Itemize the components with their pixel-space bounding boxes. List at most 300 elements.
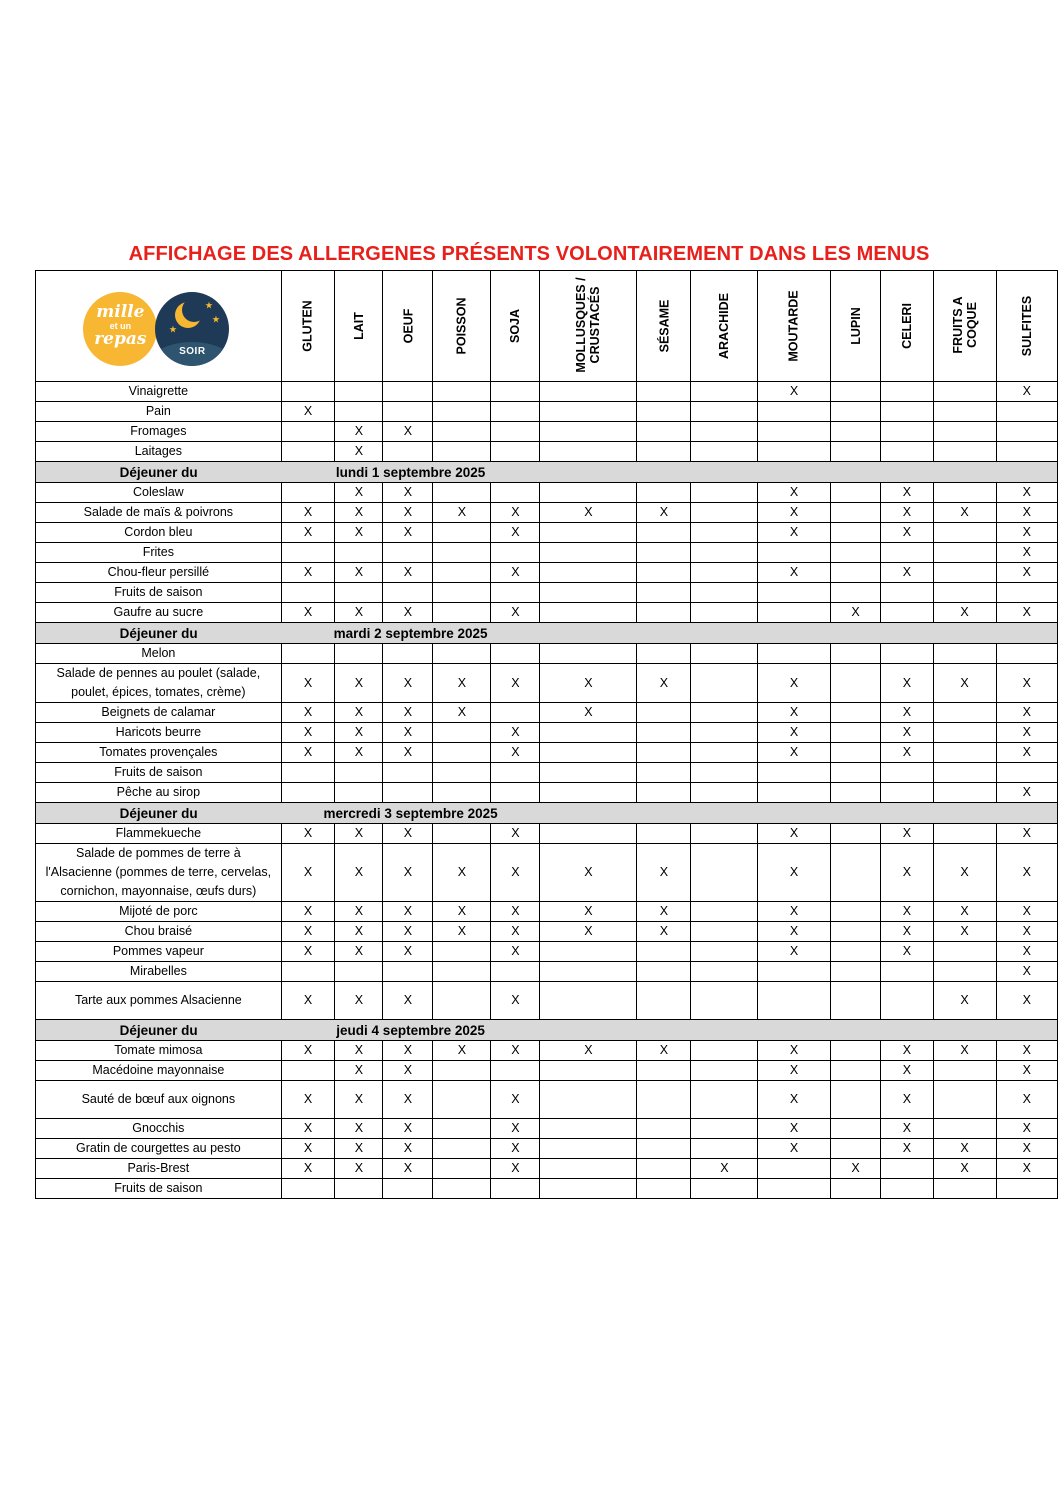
allergen-mark: X <box>281 982 335 1020</box>
allergen-mark: X <box>996 503 1057 523</box>
allergen-mark: X <box>758 1081 830 1119</box>
allergen-mark <box>933 422 996 442</box>
allergen-mark: X <box>335 902 383 922</box>
allergen-mark: X <box>335 603 383 623</box>
allergen-mark: X <box>933 844 996 902</box>
allergen-mark <box>830 483 881 503</box>
mille-et-un-repas-logo <box>83 292 157 366</box>
logo-cell <box>36 271 282 382</box>
allergen-mark <box>491 1061 540 1081</box>
allergen-header <box>335 271 383 382</box>
allergen-mark <box>433 382 491 402</box>
allergen-mark: X <box>996 543 1057 563</box>
allergen-mark <box>637 763 691 783</box>
allergen-mark: X <box>491 503 540 523</box>
allergen-label: FRUITS A COQUE <box>950 295 979 354</box>
allergen-mark <box>540 523 637 543</box>
section-date: mardi 2 septembre 2025 <box>281 623 540 644</box>
allergen-mark: X <box>830 1159 881 1179</box>
allergen-mark: X <box>881 563 933 583</box>
allergen-mark <box>637 703 691 723</box>
allergen-mark: X <box>335 1081 383 1119</box>
logo-line3: repas <box>94 329 147 349</box>
allergen-mark <box>335 644 383 664</box>
allergen-mark <box>433 523 491 543</box>
allergen-mark <box>933 442 996 462</box>
allergen-mark <box>691 1061 758 1081</box>
dish-name: Tomates provençales <box>36 743 282 763</box>
allergen-mark: X <box>996 824 1057 844</box>
allergen-mark: X <box>758 1061 830 1081</box>
section-filler <box>540 623 1058 644</box>
allergen-header <box>933 271 996 382</box>
allergen-mark: X <box>335 703 383 723</box>
allergen-mark <box>758 583 830 603</box>
allergen-mark <box>830 563 881 583</box>
allergen-mark <box>491 763 540 783</box>
allergen-mark <box>758 644 830 664</box>
allergen-mark <box>281 543 335 563</box>
allergen-mark <box>758 982 830 1020</box>
allergen-mark: X <box>996 922 1057 942</box>
dish-row <box>36 902 1058 922</box>
section-label: Déjeuner du <box>36 803 282 824</box>
allergen-mark <box>881 442 933 462</box>
allergen-mark <box>830 1061 881 1081</box>
dish-row <box>36 503 1058 523</box>
dish-row <box>36 982 1058 1020</box>
allergen-mark: X <box>335 743 383 763</box>
allergen-mark: X <box>996 723 1057 743</box>
dish-row <box>36 603 1058 623</box>
allergen-mark <box>540 1119 637 1139</box>
allergen-mark <box>637 1179 691 1199</box>
allergen-mark: X <box>383 743 433 763</box>
allergen-mark <box>433 962 491 982</box>
allergen-mark <box>830 1139 881 1159</box>
allergen-mark: X <box>335 442 383 462</box>
allergen-mark <box>830 723 881 743</box>
allergen-mark: X <box>335 1139 383 1159</box>
allergen-mark <box>383 962 433 982</box>
allergen-mark: X <box>996 1119 1057 1139</box>
allergen-mark <box>830 644 881 664</box>
allergen-header <box>491 271 540 382</box>
allergen-mark: X <box>433 1041 491 1061</box>
dish-row <box>36 743 1058 763</box>
allergen-mark <box>540 382 637 402</box>
allergen-mark: X <box>383 1159 433 1179</box>
dish-row <box>36 422 1058 442</box>
allergen-mark: X <box>996 743 1057 763</box>
allergen-mark <box>335 583 383 603</box>
allergen-mark: X <box>996 1041 1057 1061</box>
allergen-mark: X <box>433 664 491 703</box>
allergen-mark <box>491 962 540 982</box>
allergen-mark: X <box>881 1041 933 1061</box>
allergen-mark <box>383 644 433 664</box>
allergen-mark: X <box>335 922 383 942</box>
allergen-mark: X <box>540 922 637 942</box>
allergen-mark: X <box>281 942 335 962</box>
allergen-mark: X <box>881 1139 933 1159</box>
allergen-mark: X <box>335 563 383 583</box>
allergen-mark: X <box>383 824 433 844</box>
allergen-mark <box>881 402 933 422</box>
allergen-mark: X <box>335 723 383 743</box>
allergen-mark <box>691 543 758 563</box>
allergen-mark: X <box>335 523 383 543</box>
allergen-mark <box>881 644 933 664</box>
dish-name: Pêche au sirop <box>36 783 282 803</box>
section-filler <box>540 1020 1058 1041</box>
allergen-mark: X <box>691 1159 758 1179</box>
allergen-mark <box>933 563 996 583</box>
allergen-mark <box>637 382 691 402</box>
allergen-mark <box>433 982 491 1020</box>
allergen-mark: X <box>933 1041 996 1061</box>
allergen-mark <box>830 902 881 922</box>
allergen-mark <box>933 382 996 402</box>
allergen-mark <box>433 1061 491 1081</box>
allergen-mark <box>433 942 491 962</box>
allergen-mark: X <box>881 942 933 962</box>
allergen-mark <box>830 503 881 523</box>
allergen-mark: X <box>881 483 933 503</box>
section-label: Déjeuner du <box>36 623 282 644</box>
allergen-mark <box>433 1179 491 1199</box>
allergen-mark <box>691 503 758 523</box>
allergen-mark: X <box>281 664 335 703</box>
allergen-mark: X <box>383 942 433 962</box>
allergen-mark: X <box>491 942 540 962</box>
allergen-label: SOJA <box>508 308 523 343</box>
allergen-mark: X <box>383 503 433 523</box>
dish-name: Salade de pommes de terre à l'Alsacienne (pommes de terre, cervelas, cornichon, mayonnaise, œufs durs) <box>36 844 282 902</box>
allergen-mark <box>996 763 1057 783</box>
allergen-mark <box>691 783 758 803</box>
allergen-mark <box>383 402 433 422</box>
allergen-mark: X <box>933 1139 996 1159</box>
allergen-mark <box>830 962 881 982</box>
allergen-mark <box>933 1061 996 1081</box>
allergen-mark <box>637 603 691 623</box>
allergen-mark: X <box>996 703 1057 723</box>
allergen-mark <box>540 1139 637 1159</box>
dish-name: Fruits de saison <box>36 763 282 783</box>
allergen-mark <box>637 1139 691 1159</box>
allergen-mark: X <box>383 982 433 1020</box>
allergen-mark <box>335 543 383 563</box>
star-icon: ★ <box>205 301 213 310</box>
dish-name: Tarte aux pommes Alsacienne <box>36 982 282 1020</box>
dish-row <box>36 942 1058 962</box>
allergen-mark: X <box>996 982 1057 1020</box>
allergen-mark: X <box>491 1159 540 1179</box>
dish-name: Vinaigrette <box>36 382 282 402</box>
allergen-mark <box>830 664 881 703</box>
allergen-mark <box>383 442 433 462</box>
dish-row <box>36 824 1058 844</box>
allergen-mark: X <box>335 1061 383 1081</box>
allergen-mark <box>691 422 758 442</box>
allergen-mark <box>383 583 433 603</box>
allergen-mark: X <box>996 382 1057 402</box>
header-row <box>36 271 1058 382</box>
dish-row <box>36 922 1058 942</box>
allergen-mark <box>758 962 830 982</box>
allergen-mark: X <box>881 1119 933 1139</box>
allergen-mark: X <box>996 523 1057 543</box>
allergen-label: CELERI <box>899 302 914 349</box>
allergen-mark: X <box>758 824 830 844</box>
dish-name: Pommes vapeur <box>36 942 282 962</box>
section-date: lundi 1 septembre 2025 <box>281 462 540 483</box>
allergen-mark <box>691 1119 758 1139</box>
allergen-mark <box>758 422 830 442</box>
allergen-mark <box>691 1139 758 1159</box>
allergen-mark: X <box>637 844 691 902</box>
allergen-header <box>281 271 335 382</box>
allergen-mark <box>540 583 637 603</box>
allergen-mark <box>691 824 758 844</box>
allergen-mark <box>637 644 691 664</box>
allergen-mark: X <box>335 1041 383 1061</box>
allergen-label: SULFITES <box>1019 295 1034 356</box>
allergen-mark <box>335 763 383 783</box>
allergen-mark <box>281 442 335 462</box>
allergen-mark <box>491 543 540 563</box>
allergen-mark: X <box>491 1041 540 1061</box>
allergen-mark <box>830 703 881 723</box>
allergen-mark: X <box>996 844 1057 902</box>
allergen-mark <box>830 763 881 783</box>
dish-name: Gratin de courgettes au pesto <box>36 1139 282 1159</box>
allergen-mark <box>540 442 637 462</box>
dish-row <box>36 723 1058 743</box>
allergen-mark: X <box>281 902 335 922</box>
allergen-mark: X <box>491 844 540 902</box>
allergen-mark <box>691 1179 758 1199</box>
allergen-mark <box>540 783 637 803</box>
allergen-mark <box>281 382 335 402</box>
allergen-mark: X <box>881 922 933 942</box>
dish-row <box>36 1081 1058 1119</box>
allergen-mark: X <box>491 664 540 703</box>
allergen-mark <box>540 1179 637 1199</box>
allergen-mark <box>383 382 433 402</box>
allergen-mark: X <box>881 703 933 723</box>
dish-row <box>36 1139 1058 1159</box>
allergen-label: MOUTARDE <box>787 289 802 362</box>
allergen-mark: X <box>383 664 433 703</box>
dish-name: Melon <box>36 644 282 664</box>
allergen-mark <box>491 422 540 442</box>
allergen-mark: X <box>281 703 335 723</box>
allergen-mark: X <box>281 1081 335 1119</box>
allergen-mark: X <box>281 723 335 743</box>
allergen-mark <box>996 422 1057 442</box>
allergen-mark <box>433 402 491 422</box>
allergen-mark <box>691 902 758 922</box>
dish-name: Laitages <box>36 442 282 462</box>
allergen-mark <box>540 723 637 743</box>
allergen-mark: X <box>383 1041 433 1061</box>
dish-row <box>36 844 1058 902</box>
allergen-header <box>637 271 691 382</box>
dish-row <box>36 1119 1058 1139</box>
dish-name: Coleslaw <box>36 483 282 503</box>
dish-name: Mirabelles <box>36 962 282 982</box>
allergen-mark <box>540 563 637 583</box>
allergen-mark <box>691 982 758 1020</box>
allergen-mark <box>996 644 1057 664</box>
allergen-mark: X <box>758 382 830 402</box>
allergen-mark: X <box>758 703 830 723</box>
allergen-mark <box>758 1159 830 1179</box>
allergen-mark <box>540 1081 637 1119</box>
allergen-mark <box>281 1179 335 1199</box>
allergen-mark <box>881 382 933 402</box>
allergen-label: LUPIN <box>848 306 863 345</box>
dish-row <box>36 962 1058 982</box>
allergen-label: POISSON <box>454 297 469 354</box>
allergen-mark: X <box>335 503 383 523</box>
allergen-mark <box>881 583 933 603</box>
allergen-mark <box>540 942 637 962</box>
allergen-mark: X <box>758 1119 830 1139</box>
allergen-mark <box>691 1041 758 1061</box>
allergen-mark: X <box>881 523 933 543</box>
allergen-mark <box>540 402 637 422</box>
allergen-mark <box>996 1179 1057 1199</box>
allergen-mark: X <box>933 922 996 942</box>
allergen-mark: X <box>383 1081 433 1119</box>
allergen-mark <box>758 402 830 422</box>
allergen-mark: X <box>933 603 996 623</box>
allergen-mark: X <box>996 783 1057 803</box>
allergen-mark: X <box>383 603 433 623</box>
allergen-mark: X <box>383 422 433 442</box>
dish-name: Flammekueche <box>36 824 282 844</box>
allergen-mark <box>281 1061 335 1081</box>
allergen-mark <box>691 763 758 783</box>
allergen-mark <box>281 763 335 783</box>
dish-row <box>36 783 1058 803</box>
allergen-mark: X <box>281 824 335 844</box>
allergen-mark <box>540 1159 637 1179</box>
allergen-mark: X <box>383 703 433 723</box>
allergen-mark: X <box>996 563 1057 583</box>
allergen-mark: X <box>491 603 540 623</box>
allergen-header <box>383 271 433 382</box>
allergen-mark <box>830 442 881 462</box>
allergen-mark <box>637 824 691 844</box>
allergen-mark <box>881 763 933 783</box>
allergen-mark <box>281 783 335 803</box>
allergen-mark: X <box>540 664 637 703</box>
star-icon: ★ <box>212 315 220 324</box>
allergen-mark <box>830 743 881 763</box>
allergen-mark: X <box>491 1081 540 1119</box>
allergen-mark: X <box>996 902 1057 922</box>
allergen-mark: X <box>491 563 540 583</box>
dish-name: Tomate mimosa <box>36 1041 282 1061</box>
allergen-mark <box>758 1179 830 1199</box>
section-row <box>36 1020 1058 1041</box>
allergen-mark <box>996 402 1057 422</box>
allergen-mark: X <box>758 844 830 902</box>
dish-row <box>36 563 1058 583</box>
dish-name: Macédoine mayonnaise <box>36 1061 282 1081</box>
allergen-mark: X <box>383 844 433 902</box>
dish-row <box>36 442 1058 462</box>
allergen-mark: X <box>637 503 691 523</box>
allergen-mark: X <box>758 743 830 763</box>
dish-name: Mijoté de porc <box>36 902 282 922</box>
dish-row <box>36 483 1058 503</box>
allergen-label: ARACHIDE <box>717 292 732 359</box>
allergen-mark <box>881 1179 933 1199</box>
dish-name: Fromages <box>36 422 282 442</box>
allergen-mark <box>881 603 933 623</box>
allergen-mark: X <box>491 824 540 844</box>
allergen-mark <box>830 982 881 1020</box>
allergen-mark <box>433 603 491 623</box>
dish-row <box>36 703 1058 723</box>
allergen-mark <box>637 783 691 803</box>
allergen-mark <box>758 763 830 783</box>
allergen-mark <box>281 483 335 503</box>
allergen-mark: X <box>637 922 691 942</box>
allergen-mark <box>637 1159 691 1179</box>
allergen-mark: X <box>491 1119 540 1139</box>
allergen-mark <box>637 422 691 442</box>
allergen-mark <box>540 644 637 664</box>
allergen-header <box>540 271 637 382</box>
allergen-mark <box>830 844 881 902</box>
logo-line1: mille <box>96 302 145 322</box>
section-date: mercredi 3 septembre 2025 <box>281 803 540 824</box>
allergen-mark <box>433 723 491 743</box>
allergen-mark <box>281 583 335 603</box>
dish-row <box>36 583 1058 603</box>
section-row <box>36 803 1058 824</box>
allergen-mark <box>433 644 491 664</box>
allergen-mark <box>433 763 491 783</box>
allergen-mark: X <box>540 503 637 523</box>
allergen-mark <box>491 483 540 503</box>
allergen-mark <box>637 483 691 503</box>
allergen-label: LAIT <box>351 311 366 340</box>
allergen-mark <box>637 583 691 603</box>
allergen-header <box>881 271 933 382</box>
dish-row <box>36 402 1058 422</box>
allergen-mark: X <box>758 523 830 543</box>
allergen-mark <box>540 483 637 503</box>
allergen-mark <box>540 962 637 982</box>
allergen-mark <box>881 1159 933 1179</box>
allergen-mark <box>540 824 637 844</box>
allergen-mark <box>830 1081 881 1119</box>
allergen-mark <box>433 743 491 763</box>
allergen-mark <box>335 382 383 402</box>
allergen-mark <box>691 442 758 462</box>
allergen-mark <box>335 1179 383 1199</box>
allergen-label: GLUTEN <box>300 299 315 352</box>
dish-row <box>36 1041 1058 1061</box>
allergen-mark <box>637 563 691 583</box>
